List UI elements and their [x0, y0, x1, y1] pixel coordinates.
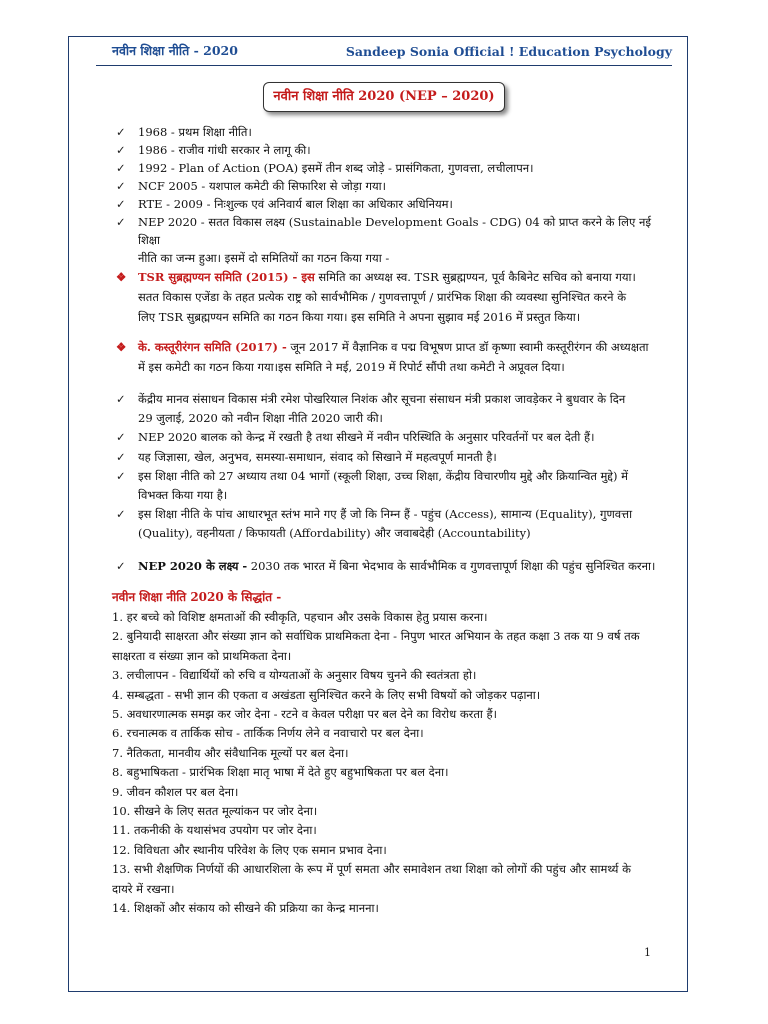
- list-item-continuation: (Quality), वहनीयता / किफायती (Affordability) और जवाबदेही (Accountability): [138, 526, 531, 541]
- page-number: 1: [644, 946, 651, 959]
- list-item: 12. विविधता और स्थानीय परिवेश के लिए एक समान प्रभाव देना।: [112, 842, 387, 857]
- check-icon: ✓: [116, 430, 126, 445]
- list-item: 8. बहुभाषिकता - प्रारंभिक शिक्षा मातृ भाषा में देते हुए बहुभाषिकता पर बल देना।: [112, 765, 449, 780]
- document-title: नवीन शिक्षा नीति 2020 (NEP – 2020): [263, 82, 505, 112]
- list-item: 13. सभी शैक्षणिक निर्णयों की आधारशिला के रूप में पूर्ण समता और समावेशन तथा शिक्षा को लोगों की पहुंच और सामर्थ्य के: [112, 862, 631, 877]
- diamond-bullet-icon: ❖: [116, 270, 127, 284]
- check-icon: ✓: [116, 125, 126, 139]
- principles-list: [112, 608, 657, 919]
- list-item: ✓ 1968 - प्रथम शिक्षा नीति।: [116, 125, 252, 139]
- list-item: 6. रचनात्मक व तार्किक सोच - तार्किक निर्णय लेने व नवाचारो पर बल देना।: [112, 726, 424, 741]
- goal-label: NEP 2020 के लक्ष्य -: [138, 559, 248, 573]
- list-item: ✓ यह जिज्ञासा, खेल, अनुभव, समस्या-समाधान, संवाद को सिखाने में महत्वपूर्ण मानती है।: [112, 448, 668, 467]
- principles-heading: नवीन शिक्षा नीति 2020 के सिद्धांत -: [112, 590, 282, 604]
- check-icon: ✓: [116, 161, 126, 175]
- list-item-continuation: नीति का जन्म हुआ। इसमें दो समितियों का गठन किया गया -: [138, 251, 390, 265]
- committee-tsr-title: TSR सुब्रह्मण्यन समिति (2015) - इस: [138, 270, 315, 284]
- list-item: ✓ RTE - 2009 - निःशुल्क एवं अनिवार्य बाल शिक्षा का अधिकार अधिनियम।: [116, 197, 453, 211]
- list-item: 4. सम्बद्धता - सभी ज्ञान की एकता व अखंडता सुनिश्चित करने के लिए सभी विषयों को जोड़कर पढ़ाना।: [112, 687, 541, 702]
- header-channel: Sandeep Sonia Official ! Education Psychology: [345, 44, 672, 59]
- list-item: ✓ NEP 2020 बालक को केन्द्र में रखती है तथा सीखने में नवीन परिस्थिति के अनुसार परिवर्तनों पर बल देती हैं।: [112, 428, 668, 447]
- check-icon: ✓: [116, 468, 126, 483]
- check-icon: ✓: [116, 215, 126, 229]
- list-item: ✓ NEP 2020 - सतत विकास लक्ष्य (Sustainable Development Goals - CDG) 04 को प्राप्त करने के लिए नई शिक्षा: [116, 215, 651, 247]
- list-item-continuation: विभक्त किया गया है।: [138, 488, 228, 503]
- facts-list: [112, 390, 668, 544]
- check-icon: ✓: [116, 197, 126, 211]
- goal-item: ✓ NEP 2020 के लक्ष्य - 2030 तक भारत में बिना भेदभाव के सार्वभौमिक व गुणवत्तापूर्ण शिक्षा की पहुंच सुनिश्चित करना।: [116, 559, 656, 573]
- check-icon: ✓: [116, 559, 126, 573]
- list-item: 1. हर बच्चे को विशिष्ट क्षमताओं की स्वीकृति, पहचान और उसके विकास हेतु प्रयास करना।: [112, 610, 488, 624]
- list-item: ✓ NCF 2005 - यशपाल कमेटी की सिफारिश से जोड़ा गया।: [116, 179, 386, 193]
- list-item: 9. जीवन कौशल पर बल देना।: [112, 784, 239, 799]
- header-divider: [96, 65, 672, 66]
- list-item: ✓ इस शिक्षा नीति के पांच आधारभूत स्तंभ माने गए हैं जो कि निम्न हैं - पहुंच (Access), सामान्य (Equality), गुणवत्ता: [112, 505, 668, 524]
- committee-tsr: ❖ TSR सुब्रह्मण्यन समिति (2015) - इस समिति का अध्यक्ष स्व. TSR सुब्रह्मण्यन, पूर्व कैबिनेट सचिव को बनाया गया। सतत विकास एजेंडा के तहत प्रत्येक राष्ट्र को सार्वभौमिक / गुणवत्तापूर्ण / प्रारंभिक शिक्षा की व्यवस्था सुनिश्चित करने के लिए TSR सुब्रह्मण्यन समिति का गठन किया गया। इस समिति ने अपना सुझाव मई 2016 में प्रस्तुत किया।: [112, 267, 652, 327]
- check-icon: ✓: [116, 392, 126, 406]
- list-item: 5. अवधारणात्मक समझ कर जोर देना - रटने व केवल परीक्षा पर बल देने का विरोध करता हैं।: [112, 707, 498, 722]
- committee-kasturirangan: ❖ के. कस्तूरीरंगन समिति (2017) - जून 2017 में वैज्ञानिक व पद्म विभूषण प्राप्त डॉ कृष्णा स्वामी कस्तूरीरंगन की अध्यक्षता में इस कमेटी का गठन किया गया।इस समिति ने मई, 2019 में रिपोर्ट सौंपी तथा कमेटी ने अप्रूवल दिया।: [112, 337, 652, 377]
- list-item: ✓ केंद्रीय मानव संसाधन विकास मंत्री रमेश पोखरियाल निशंक और सूचना संसाधन मंत्री प्रकाश जावड़ेकर ने बुधवार के दिन: [112, 390, 668, 409]
- diamond-bullet-icon: ❖: [116, 340, 127, 354]
- list-item: 3. लचीलापन - विद्यार्थियों को रुचि व योग्यताओं के अनुसार विषय चुनने की स्वतंत्रता हो।: [112, 668, 477, 683]
- check-icon: ✓: [116, 179, 126, 193]
- list-item-continuation: साक्षरता व संख्या ज्ञान को प्राथमिकता देना।: [112, 648, 292, 663]
- check-icon: ✓: [116, 449, 126, 464]
- list-item: 10. सीखने के लिए सतत मूल्यांकन पर जोर देना।: [112, 804, 318, 819]
- timeline-list: [112, 123, 668, 267]
- list-item: 7. नैतिकता, मानवीय और संवैधानिक मूल्यों पर बल देना।: [112, 745, 349, 760]
- check-icon: ✓: [116, 143, 126, 157]
- header-title: नवीन शिक्षा नीति - 2020: [112, 43, 238, 58]
- list-item: ✓ 1986 - राजीव गांधी सरकार ने लागू की।: [116, 143, 311, 157]
- list-item-continuation: दायरे में रखना।: [112, 881, 175, 896]
- committee-kasturirangan-title: के. कस्तूरीरंगन समिति (2017) -: [138, 340, 287, 354]
- list-item: 14. शिक्षकों और संकाय को सीखने की प्रक्रिया का केन्द्र मानना।: [112, 901, 379, 916]
- list-item: 2. बुनियादी साक्षरता और संख्या ज्ञान को सर्वाधिक प्राथमिकता देना - निपुण भारत अभियान के तहत कक्षा 3 तक या 9 वर्ष तक: [112, 629, 640, 644]
- list-item: ✓ 1992 - Plan of Action (POA) इसमें तीन शब्द जोड़े - प्रासंगिकता, गुणवत्ता, लचीलापन।: [116, 161, 534, 175]
- list-item: 11. तकनीकी के यथासंभव उपयोग पर जोर देना।: [112, 823, 317, 838]
- check-icon: ✓: [116, 507, 126, 522]
- list-item: ✓ इस शिक्षा नीति को 27 अध्याय तथा 04 भागों (स्कूली शिक्षा, उच्च शिक्षा, केंद्रीय विचारणीय मुद्दे और क्रियान्वित मुद्दे) में: [112, 467, 668, 486]
- list-item-continuation: 29 जुलाई, 2020 को नवीन शिक्षा नीति 2020 जारी की।: [138, 411, 383, 426]
